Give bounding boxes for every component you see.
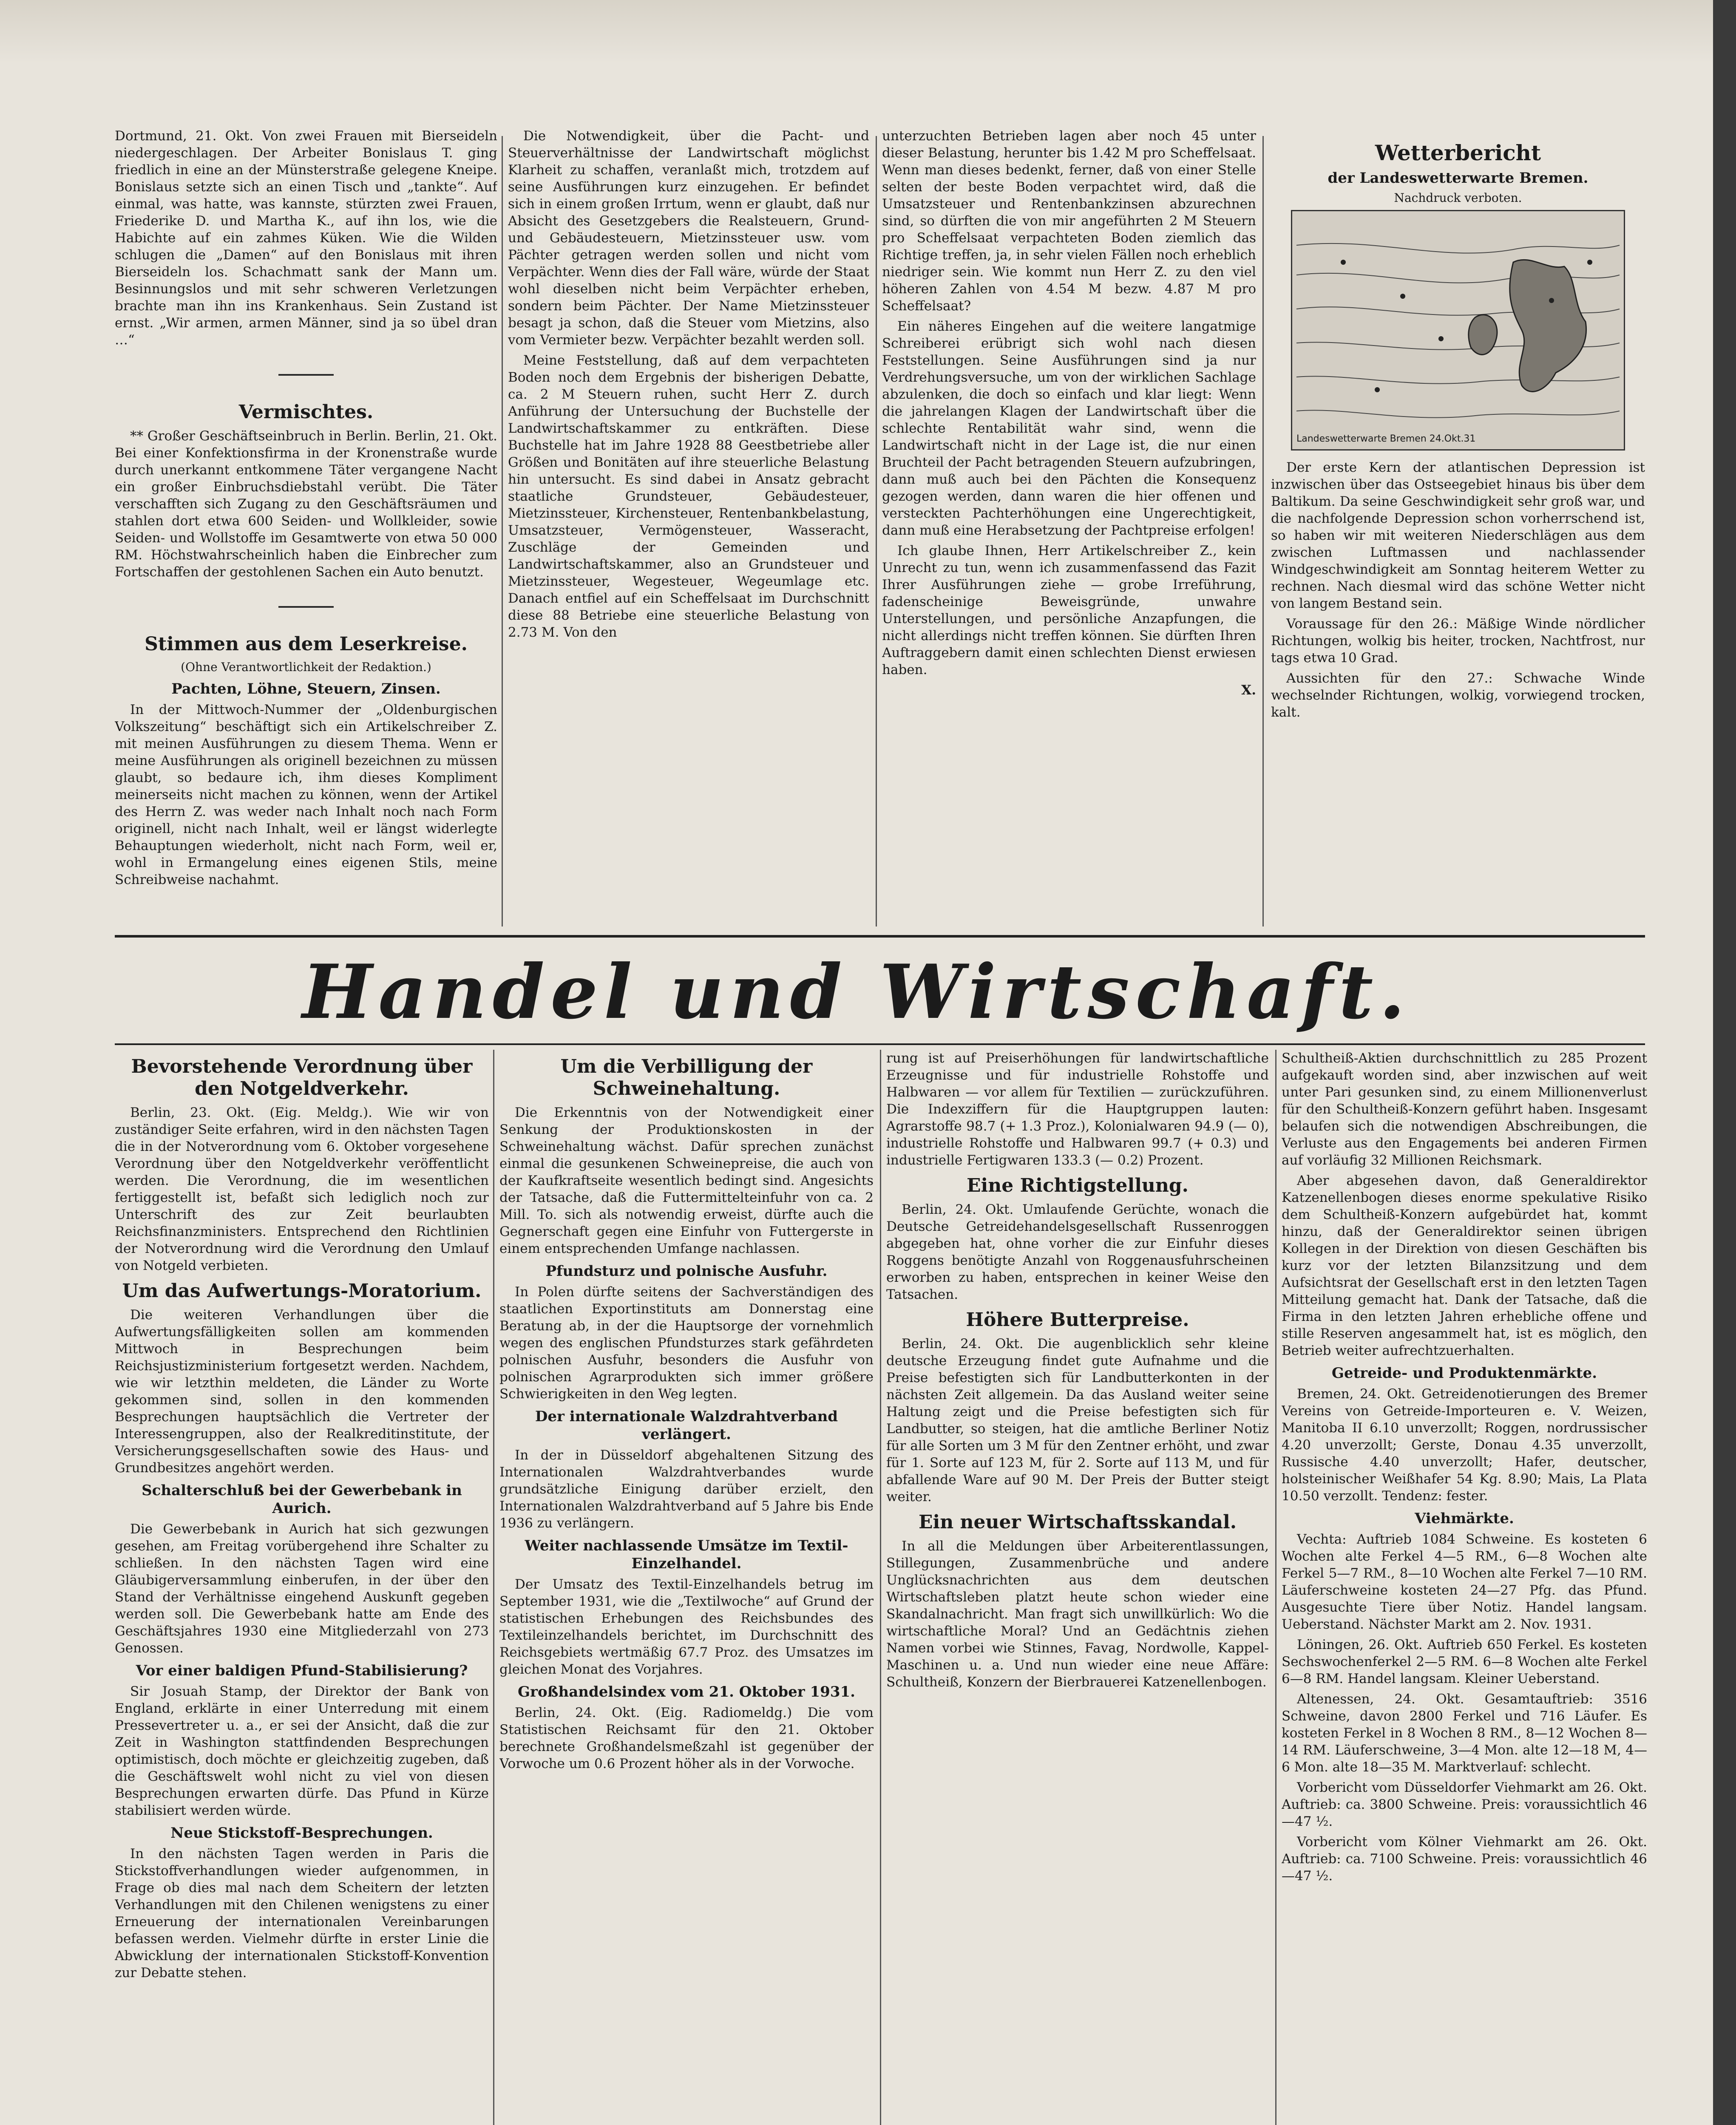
column-rule <box>1262 136 1264 926</box>
richtigstellung-body: Berlin, 24. Okt. Umlaufende Gerüchte, wonach die Deutsche Getreidehandelsgesellschaft Russenroggen abgegeben hat, ohne vorher die zur Einfuhr dieses Roggens benötigte Anzahl von Roggenausfuhrscheinen erworben zu haben, entsprechen in keiner Weise den Tatsachen. <box>886 1202 1269 1302</box>
butter-body: Berlin, 24. Okt. Die augenblicklich sehr kleine deutsche Erzeugung findet gute Aufnahme und die Preise befestigten sich für Landbutterkonten in der nächsten Zeit allgemein. Da das Ausland weiter seine Haltung zeigt und die Preise befestigten sich für Landbutter, so steigen, hat die amtliche Berliner Notiz für alle Sorten um 3 M für den Zentner erhöht, und zwar für 1. Sorte auf 123 M, für 2. Sorte auf 113 M, und für abfallende Ware auf 90 M. Der Preis der Butter steigt weiter. <box>886 1336 1269 1504</box>
weather-forecast-2: Aussichten für den 27.: Schwache Winde wechselnder Richtungen, wolkig, vorwiegend trocken, kalt. <box>1271 671 1645 720</box>
pacht-text-d: Ein näheres Eingehen auf die weitere langatmige Schreiberei erübrigt sich wohl nach diesen Feststellungen. Seine Ausführungen sind ja nur Verdrehungsversuche, um von der wirklichen Sachlage abzulenken, die doch so einfach und klar liegt: Wenn die jahrelangen Klagen der Landwirtschaft über die schlechte Rentabilität wahr sind, wenn die Landwirtschaft nicht in der Lage ist, die nur einen Bruchteil der Pacht betragenden Steuern aufzubringen, dann muß auch bei den Pächten die Konsequenz gezogen werden, dann waren die hier offenen und versteckten Pachterhöhungen eine Ungerechtigkeit, dann muß eine Herabsetzung der Pachtpreise erfolgen! <box>882 319 1256 538</box>
aurich-body: Die Gewerbebank in Aurich hat sich gezwungen gesehen, am Freitag vorübergehend ihre Schalter zu schließen. In den nächsten Tagen wird eine Gläubigerversammlung einberufen, in der über den Stand der Verhältnisse eingehend Auskunft gegeben werden soll. Die Gewerbebank hatte am Ende des Geschäftsjahres 1930 eine Mitgliederzahl von 273 Genossen. <box>115 1522 489 1656</box>
vermischtes-heading: Vermischtes. <box>238 401 374 423</box>
pfund-body: Sir Josuah Stamp, der Direktor der Bank von England, erklärte in einer Unterredung mit einem Pressevertreter u. a., er sei der Ansicht, daß die zur Zeit in Washington stattfindenden Besprechungen optimistisch, doch möchte er gleichzeitig zugeben, daß die Geschäftswelt wohl nicht zu viel von diesen Besprechungen erwarten dürfe. Das Pfund in Kürze stabilisiert werden würde. <box>115 1684 489 1818</box>
stimmen-heading: Stimmen aus dem Leserkreise. <box>145 633 468 655</box>
loeningen-report: Löningen, 26. Okt. Auftrieb 650 Ferkel. Es kosteten Sechswochenferkel 2—5 RM. 6—8 Wochen alte Ferkel 6—8 RM. Handel langsam. Kleiner Ueberstand. <box>1282 1637 1647 1686</box>
signature: X. <box>1241 683 1256 698</box>
divider <box>278 374 334 376</box>
stimmen-note: (Ohne Verantwortlichkeit der Redaktion.) <box>181 660 431 674</box>
column-rule <box>493 1050 494 2125</box>
vermischtes-body: ** Großer Geschäftseinbruch in Berlin. Berlin, 21. Okt. Bei einer Konfektionsfirma in der Kronenstraße wurde durch unerkannt entkommene Täter vergangene Nacht ein großer Einbruchsdiebstahl verübt. Die Täter verschafften sich Zugang zu den Geschäftsräumen und stahlen dort etwa 600 Seiden- und Wollkleider, sowie Seiden- und Wollstoffe im Gesamtwerte von etwa 50 000 RM. Höchstwahrscheinlich haben die Einbrecher zum Fortschaffen der gestohlenen Sachen ein Auto benutzt. <box>115 428 497 580</box>
skandal-continued: Schultheiß-Aktien durchschnittlich zu 285 Prozent aufgekauft worden sind, aber inzwischen auf weit unter Pari gesunken sind, zu einem Millionenverlust für den Schultheiß-Konzern geführt haben. Insgesamt belaufen sich die notwendigen Abschreibungen, die Verluste aus den Engagements bei anderen Firmen auf vorläufig 32 Millionen Reichsmark. <box>1282 1051 1647 1168</box>
index-heading: Großhandelsindex vom 21. Oktober 1931. <box>518 1683 855 1700</box>
weather-forecast-1: Voraussage für den 26.: Mäßige Winde nördlicher Richtungen, wolkig bis heiter, trocken, Nachtfrost, nur tags etwa 10 Grad. <box>1271 616 1645 666</box>
schweine-body: Die Erkenntnis von der Notwendigkeit einer Senkung der Produktionskosten in der Schweinehaltung wächst. Dafür sprechen zunächst einmal die gesunkenen Schweinepreise, die auch von der Kaufkraftseite wesentlich bedingt sind. Angesichts der Tatsache, daß die Futtermittelteinfuhr von ca. 2 Mill. To. sich als notwendig erweist, dürfte auch die Gegnerschaft gegen eine Einfuhr von Futtergerste in einem entsprechenden Umfange nachlassen. <box>499 1105 874 1256</box>
bottom-column-1 <box>115 1050 489 2125</box>
altenessen-report: Altenessen, 24. Okt. Gesamtauftrieb: 3516 Schweine, davon 2800 Ferkel und 716 Läufer. Es kosteten Ferkel in 8 Wochen 8 RM., 8—12 Wochen 8—14 RM. Läuferschweine, 3—4 Mon. alte 12—18 M, 4—6 Mon. alte 18—35 M. Marktverlauf: schlecht. <box>1282 1692 1647 1775</box>
bottom-column-2 <box>499 1050 874 2125</box>
pacht-text-c: unterzuchten Betrieben lagen aber noch 45 unter dieser Belastung, herunter bis 1.42 M pro Scheffelsaat. Wenn man dieses bedenkt, ferner, daß von einer Stelle selten der beste Boden verpachtet wird, daß die Umsatzsteuer und Rentenbankzinsen abzurechnen sind, so dürften die von mir angeführten 2 M Steuern pro Scheffelsaat verpachteten Boden ziemlich das Richtige treffen, ja, in sehr vielen Fällen noch erheblich niedriger sein. Wie kommt nun Herr Z. zu den viel höheren Zahlen von 4.54 M bezw. 4.87 M pro Scheffelsaat? <box>882 128 1256 314</box>
column-rule <box>876 136 877 926</box>
viehmaerkte-heading: Viehmärkte. <box>1415 1510 1514 1527</box>
skandal-heading: Ein neuer Wirtschaftsskandal. <box>918 1511 1237 1533</box>
index-continued: rung ist auf Preiserhöhungen für landwirtschaftliche Erzeugnisse und für industrielle Rohstoffe und Halbwaren — vor allem für Textilien — zurückzuführen. Die Indexziffern für die Hauptgruppen lauten: Agrarstoffe 98.7 (+ 1.3 Proz.), Kolonialwaren 94.9 (— 0), industrielle Rohstoffe und Halbwaren 99.7 (+ 0.3) und industrielle Fertigwaren 133.3 (— 0.2) Prozent. <box>886 1051 1269 1168</box>
bottom-column-3 <box>886 1050 1269 2125</box>
weather-body: Der erste Kern der atlantischen Depression ist inzwischen über das Ostseegebiet hinaus bis über dem Baltikum. Da seine Geschwindigkeit sehr groß war, und die nachfolgende Depression schon vorherrschend ist, so haben wir mit weiteren Niederschlägen aus dem zwischen Luftmassen und nachlassender Windgeschwindigkeit am Sonntag heiterem Wetter zu rechnen. Nach diesmal wird das schöne Wetter nicht von langem Bestand sein. <box>1271 460 1645 611</box>
top-column-2 <box>508 128 869 914</box>
textil-body: Der Umsatz des Textil-Einzelhandels betrug im September 1931, wie die „Textilwoche“ auf Grund der statistischen Erhebungen des Reichsbundes des Textileinzelhandels berichtet, im Durchschnitt des Reichsgebiets wertmäßig 67.7 Proz. des Umsatzes im gleichen Monat des Vorjahres. <box>499 1577 874 1677</box>
walzdraht-body: In der in Düsseldorf abgehaltenen Sitzung des Internationalen Walzdrahtverbandes wurde grundsätzliche Einigung darüber erzielt, den Internationalen Walzdrahtverband auf 5 Jahre bis Ende 1936 zu verlängern. <box>499 1448 874 1531</box>
walzdraht-heading: Der internationale Walzdrahtverband verlängert. <box>535 1408 838 1443</box>
aufwertung-heading: Um das Aufwertungs-Moratorium. <box>122 1280 482 1302</box>
vechta-report: Vechta: Auftrieb 1084 Schweine. Es kosteten 6 Wochen alte Ferkel 4—5 RM., 6—8 Wochen alte Ferkel 5—7 RM., 8—10 Wochen alte Ferkel 7—10 RM. Läuferschweine kosteten 24—27 Pfg. das Pfund. Ausgesuchte Tiere über Notiz. Handel langsam. Ueberstand. Nächster Markt am 2. Nov. 1931. <box>1282 1532 1647 1632</box>
dortmund-article: Dortmund, 21. Okt. Von zwei Frauen mit Bierseideln niedergeschlagen. Der Arbeiter Bonislaus T. ging friedlich in eine an der Münsterstraße gelegene Kneipe. Bonislaus setzte sich an einen Tisch und „tankte“. Auf einmal, was hatte, was kannste, stürzten zwei Frauen, Friederike D. und Martha K., auf ihn los, wie die Habichte auf ein zahmes Küken. Wie die Wilden schlugen die „Damen“ auf den Bonislaus mit ihren Bierseideln los. Schachmatt sank der Mann um. Besinnungslos und mit sehr schweren Verletzungen brachte man ihn ins Krankenhaus. Sein Zustand ist ernst. „Wir armen, armen Männer, sind ja so übel dran …“ <box>115 128 497 348</box>
butter-heading: Höhere Butterpreise. <box>966 1309 1189 1331</box>
top-column-1 <box>115 128 497 914</box>
bottom-column-4 <box>1282 1050 1647 2125</box>
skandal-body: In all die Meldungen über Arbeiterentlassungen, Stillegungen, Zusammenbrüche und andere Unglücksnachrichten aus dem deutschen Wirtschaftsleben platzt heute schon wieder eine Skandalnachricht. Man fragt sich unwillkürlich: Wo die wirtschaftliche Moral? Und an Gedächtnis ziehen Namen vorbei wie Stinnes, Favag, Nordwolle, Kappel-Maschinen u. a. Und nun wieder eine neue Affäre: Schultheiß, Konzern der Bierbrauerei Katzenellenbogen. <box>886 1538 1269 1690</box>
section-banner: Handel und Wirtschaft. <box>302 949 1411 1036</box>
weather-heading: Wetterbericht <box>1375 140 1541 165</box>
stickstoff-heading: Neue Stickstoff-Besprechungen. <box>170 1825 433 1842</box>
textil-heading: Weiter nachlassende Umsätze im Textil-Einzelhandel. <box>525 1537 848 1572</box>
pfund-heading: Vor einer baldigen Pfund-Stabilisierung? <box>136 1662 468 1679</box>
getreide-body: Bremen, 24. Okt. Getreidenotierungen des Bremer Vereins von Getreide-Importeuren e. V. Weizen, Manitoba II 6.10 unverzollt; Roggen, nordrussischer 4.20 unverzollt; Gerste, Donau 4.35 unverzollt, Russische 4.40 unverzollt; Hafer, deutscher, holsteinischer Weißhafer 54 Kg. 8.90; Mais, La Plata 10.50 verzollt. Tendenz: fester. <box>1282 1386 1647 1504</box>
banner-top-rule <box>115 935 1645 938</box>
pfundsturz-body: In Polen dürfte seitens der Sachverständigen des staatlichen Exportinstituts am Donnerstag eine Beratung ab, in der die Hauptsorge der vornehmlich wegen des englischen Pfundsturzes stark gefährdeten polnischen Ausfuhr, besonders die Ausfuhr von polnischen Agrarprodukten sich immer größere Schwierigkeiten in den Weg legten. <box>499 1284 874 1402</box>
page-top-band <box>0 0 1713 64</box>
scan-edge <box>1713 0 1736 2125</box>
aufwertung-body: Die weiteren Verhandlungen über die Aufwertungsfälligkeiten sollen am kommenden Mittwoch in Besprechungen beim Reichsjustizministerium fortgesetzt werden. Nachdem, wie wir letzthin meldeten, die Länder zu Worte gekommen sind, sollen in den kommenden Besprechungen hauptsächlich die Vertreter der Interessengruppen, also der Realkreditinstitute, der Versicherungsgesellschaften sowie des Haus- und Grundbesitzes angehört werden. <box>115 1307 489 1476</box>
richtigstellung-heading: Eine Richtigstellung. <box>966 1175 1189 1196</box>
notgeld-body: Berlin, 23. Okt. (Eig. Meldg.). Wie wir von zuständiger Seite erfahren, wird in den nächsten Tagen die in der Notverordnung vom 6. Oktober vorgesehene Verordnung über den Notgeldverkehr veröffentlicht werden. Die Verordnung, die im wesentlichen fertiggestellt ist, befaßt sich lediglich noch zur Unterschrift des zur Zeit beurlaubten Reichsfinanzministers. Entsprechend den Richtlinien der Notverordnung wird die Verordnung den Umlauf von Notgeld verbieten. <box>115 1105 489 1273</box>
stimmen-body: In der Mittwoch-Nummer der „Oldenburgischen Volkszeitung“ beschäftigt sich ein Artikelschreiber Z. mit meinen Ausführungen zu diesem Thema. Wenn er meine Ausführungen als originell bezeichnen zu müssen glaubt, so bedaure ich, ihm dieses Kompliment meinerseits nicht machen zu können, wenn der Artikel des Herrn Z. was weder nach Inhalt noch nach Form originell, nicht nach Inhalt, weil er längst widerlegte Behauptungen wiederholt, nicht nach Form, weil er, wohl in Ermangelung eines eigenen Stils, meine Schreibweise nachahmt. <box>115 702 497 887</box>
stickstoff-body: In den nächsten Tagen werden in Paris die Stickstoffverhandlungen wieder aufgenommen, in Frage ob dies mal nach dem Scheitern der letzten Verhandlungen mit den Chilenen wenigstens zu einer Erneuerung der internationalen Vereinbarungen befassen werden. Vielmehr dürfte in erster Linie die Abwicklung der internationalen Stickstoff-Konvention zur Debatte stehen. <box>115 1846 489 1980</box>
weather-map-caption: Landeswetterwarte Bremen 24.Okt.31 <box>1296 434 1476 444</box>
notgeld-heading: Bevorstehende Verordnung über den Notgeldverkehr. <box>131 1056 473 1099</box>
column-rule <box>880 1050 881 2125</box>
weather-source: der Landeswetterwarte Bremen. <box>1328 170 1588 187</box>
top-column-3 <box>882 128 1256 914</box>
index-body: Berlin, 24. Okt. (Eig. Radiomeldg.) Die vom Statistischen Reichsamt für den 21. Oktober berechnete Großhandelsmeßzahl ist gegenüber der Vorwoche um 0.6 Prozent höher als in der Vorwoche. <box>499 1705 874 1771</box>
pacht-text-a: Die Notwendigkeit, über die Pacht- und Steuerverhältnisse der Landwirtschaft möglichst Klarheit zu schaffen, veranlaßt mich, trotzdem auf seine Ausführungen kurz einzugehen. Er befindet sich in einem großen Irrtum, wenn er glaubt, daß nur Absicht des Gesetzgebers die Realsteuern, Grund- und Gebäudesteuern, Mietzinssteuer usw. vom Pächter getragen werden sollen und nicht vom Verpächter. Wenn dies der Fall wäre, würde der Staat wohl dieselben nicht beim Verpächter erheben, sondern beim Pächter. Der Name Mietzinssteuer besagt ja schon, daß die Steuer vom Mietzins, also vom Vermieter bezw. Verpächter bezahlt werden soll. <box>508 128 869 348</box>
divider <box>278 606 334 608</box>
weather-map <box>1291 210 1625 450</box>
weather-note: Nachdruck verboten. <box>1394 191 1522 205</box>
column-rule <box>1275 1050 1276 2125</box>
aurich-heading: Schalterschluß bei der Gewerbebank in Aurich. <box>142 1482 462 1517</box>
koeln-report: Vorbericht vom Kölner Viehmarkt am 26. Okt. Auftrieb: ca. 7100 Schweine. Preis: voraussichtlich 46—47 ½. <box>1282 1834 1647 1884</box>
banner-bottom-rule <box>115 1043 1645 1045</box>
getreide-heading: Getreide- und Produktenmärkte. <box>1331 1365 1597 1382</box>
skandal-continued-2: Aber abgesehen davon, daß Generaldirektor Katzenellenbogen dieses enorme spekulative Risiko dem Schultheiß-Konzern aufgebürdet hat, kommt hinzu, daß der Generaldirektor seinen übrigen Kollegen in der Direktion von diesen Geschäften bis kurz vor der letzten Bilanzsitzung und dem Aufsichtsrat der Gesellschaft erst in den letzten Tagen Mitteilung gemacht hat. Dank der Tatsache, daß die Firma in den letzten Jahren erhebliche offene und stille Reserven angesammelt hat, ist es möglich, den Betrieb weiter aufrechtzuerhalten. <box>1282 1173 1647 1358</box>
pacht-text-b: Meine Feststellung, daß auf dem verpachteten Boden noch dem Ergebnis der bisherigen Debatte, ca. 2 M Steuern ruhen, sucht Herr Z. durch Anführung der Untersuchung der Buchstelle der Landwirtschaftskammer zu entkräften. Diese Buchstelle hat im Jahre 1928 88 Geestbetriebe aller Größen und Bonitäten auf ihre steuerliche Belastung hin untersucht. Es sind dabei in Ansatz gebracht staatliche Grundsteuer, Gebäudesteuer, Mietzinssteuer, Kirchensteuer, Rentenbankbelastung, Umsatzsteuer, Vermögensteuer, Wasseracht, Zuschläge der Gemeinden und Landwirtschaftskammer, also an Grundsteuer und Mietzinssteuer, Wegesteuer, Wegeumlage etc. Danach entfiel auf ein Scheffelsaat im Durchschnitt diese 88 Betriebe eine steuerliche Belastung von 2.73 M. Von den <box>508 353 869 640</box>
weather-column <box>1271 136 1645 922</box>
column-rule <box>502 136 503 926</box>
weather-map-graphic <box>1292 211 1624 449</box>
pacht-text-e: Ich glaube Ihnen, Herr Artikelschreiber Z., kein Unrecht zu tun, wenn ich zusammenfassend das Fazit Ihrer Ausführungen ziehe — grobe Irreführung, fadenscheinige Beweisgründe, unwahre Unterstellungen, und persönliche Anzapfungen, die nicht allerdings nicht treffen können. Sie dürften Ihren Auftraggebern damit einen schlechten Dienst erwiesen haben. <box>882 543 1256 677</box>
schweine-heading: Um die Verbilligung der Schweinehaltung. <box>560 1056 813 1099</box>
duesseldorf-report: Vorbericht vom Düsseldorfer Viehmarkt am 26. Okt. Auftrieb: ca. 3800 Schweine. Preis: voraussichtlich 46—47 ½. <box>1282 1780 1647 1829</box>
pfundsturz-heading: Pfundsturz und polnische Ausfuhr. <box>545 1263 828 1280</box>
stimmen-subheading: Pachten, Löhne, Steuern, Zinsen. <box>171 680 441 697</box>
